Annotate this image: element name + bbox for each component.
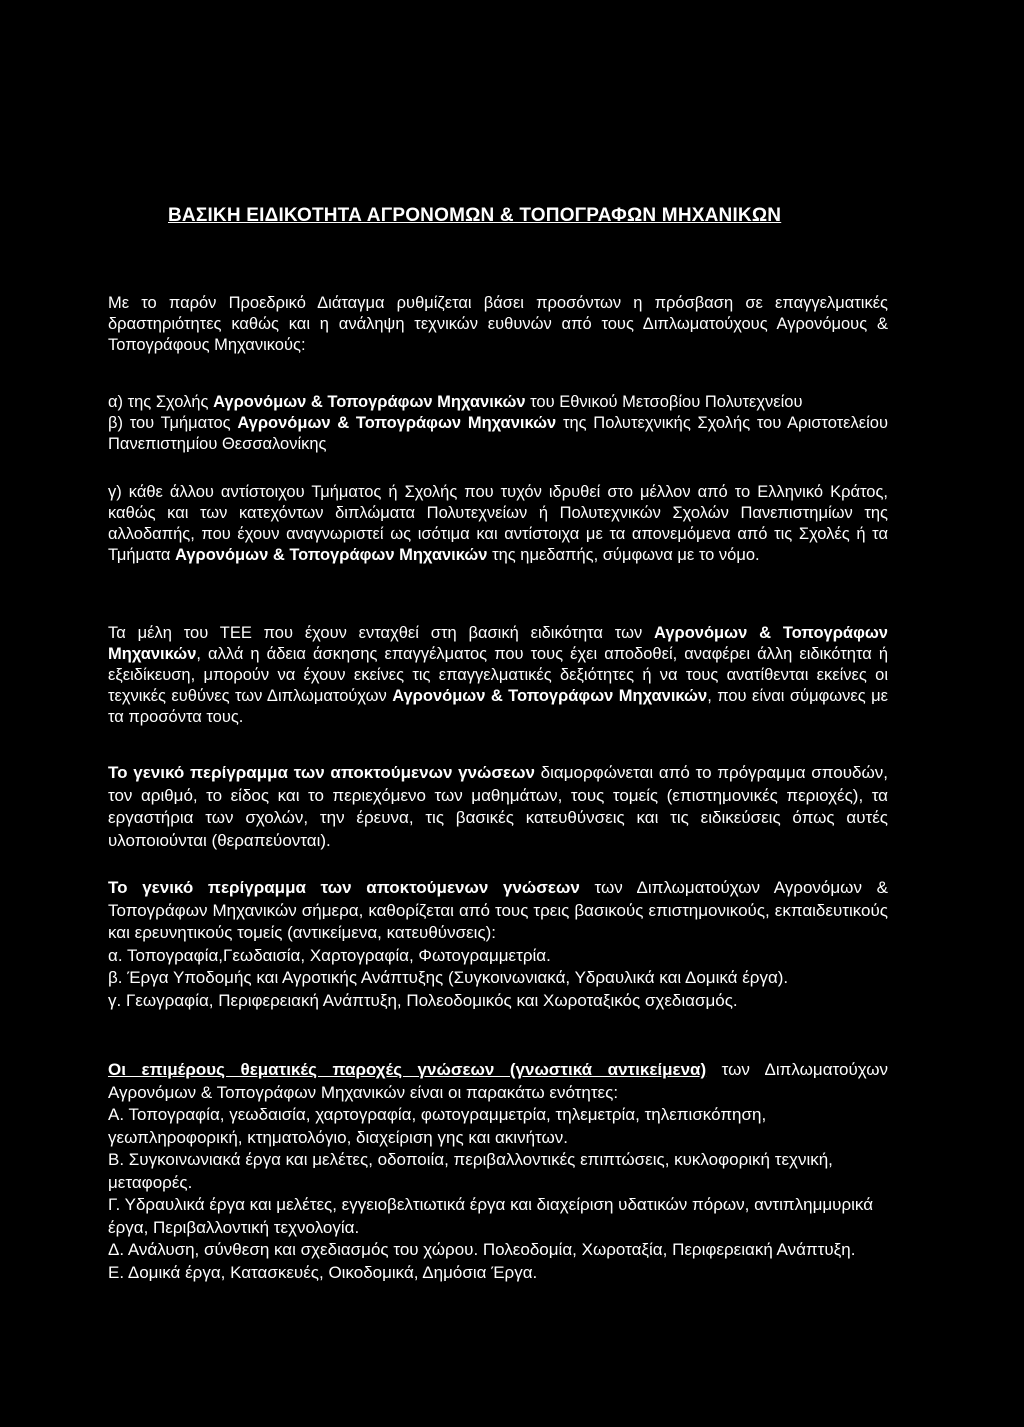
- general-outline-1: Το γενικό περίγραμμα των αποκτούμενων γνώσεων διαμορφώνεται από το πρόγραμμα σπουδών, τον αριθμό, το είδος και το περιεχόμενο των μαθημάτων, τους τομείς (επιστημονικές περιοχές), τα εργαστήρια των σχολών, την έρευνα, τις βασικές κατευθύνσεις και τις ειδικεύσεις όπως αυτές υλοποιούνται (θεραπεύονται).: [108, 763, 888, 850]
- list-item: Ε. Δομικά έργα, Κατασκευές, Οικοδομικά, Δημόσια Έργα.: [108, 1262, 538, 1282]
- list-item: γ. Γεωγραφία, Περιφερειακή Ανάπτυξη, Πολεοδομικός και Χωροταξικός σχεδιασμός.: [108, 990, 738, 1010]
- item-b: β) του Τμήματος Αγρονόμων & Τοπογράφων Μηχανικών της Πολυτεχνικής Σχολής του Αριστοτελείου Πανεπιστημίου Θεσσαλονίκης: [108, 414, 888, 453]
- thematic-heading: Οι επιμέρους θεματικές παροχές γνώσεων (γνωστικά αντικείμενα): [108, 1060, 707, 1079]
- document-title: ΒΑΣΙΚΗ ΕΙΔΙΚΟΤΗΤΑ ΑΓΡΟΝΟΜΩΝ & ΤΟΠΟΓΡΑΦΩΝ ΜΗΧΑΝΙΚΩΝ: [168, 205, 782, 226]
- members-paragraph: Τα μέλη του ΤΕΕ που έχουν ενταχθεί στη βασική ειδικότητα των Αγρονόμων & Τοπογράφων Μηχανικών, αλλά η άδεια άσκησης επαγγέλματος που τους έχει αποδοθεί, αναφέρει άλλη ειδικότητα ή εξειδίκευση, μπορούν να έχουν εκείνες τις επαγγελματικές δεξιότητες ή να τους ανατίθενται εκείνες οι τεχνικές ευθύνες των Διπλωματούχων Αγρονόμων & Τοπογράφων Μηχανικών, που είναι σύμφωνες με τα προσόντα τους.: [108, 624, 889, 726]
- list-item: β. Έργα Υποδομής και Αγροτικής Ανάπτυξης (Συγκοινωνιακά, Υδραυλικά και Δομικά έργα).: [108, 968, 789, 987]
- intro-paragraph: Με το παρόν Προεδρικό Διάταγμα ρυθμίζεται βάσει προσόντων η πρόσβαση σε επαγγελματικές δραστηριότητες καθώς και η ανάληψη τεχνικών ευθυνών από τους Διπλωματούχους Αγρονόμους & Τοπογράφους Μηχανικούς:: [108, 294, 888, 354]
- list-item: Β. Συγκοινωνιακά έργα και μελέτες, οδοποιία, περιβαλλοντικές επιπτώσεις, κυκλοφορική τεχνική, μεταφορές.: [108, 1150, 833, 1192]
- general-outline-2: Το γενικό περίγραμμα των αποκτούμενων γνώσεων των Διπλωματούχων Αγρονόμων & Τοπογράφων Μηχανικών σήμερα, καθορίζεται από τους τρεις βασικούς επιστημονικούς, εκπαιδευτικούς και ερευνητικούς τομείς (αντικείμενα, κατευθύνσεις): α. Τοπογραφία,Γεωδαισία, Χαρτογραφία, Φωτογραμμετρία. β. Έργα Υποδομής και Αγροτικής Ανάπτυξης (Συγκοινωνιακά, Υδραυλικά και Δομικά έργα). γ. Γεωγραφία, Περιφερειακή Ανάπτυξη, Πολεοδομικός και Χωροταξικός σχεδιασμός.: [108, 877, 888, 1012]
- list-item: Γ. Υδραυλικά έργα και μελέτες, εγγειοβελτιωτικά έργα και διαχείριση υδατικών πόρων, αντιπλημμυρικά έργα, Περιβαλλοντική τεχνολογία.: [108, 1195, 874, 1237]
- item-c: γ) κάθε άλλου αντίστοιχου Τμήματος ή Σχολής που τυχόν ιδρυθεί στο μέλλον από το Ελληνικό Κράτος, καθώς και των κατεχόντων διπλώματα Πολυτεχνείων ή Πολυτεχνικών Σχολών Πανεπιστημίων της αλλοδαπής, που έχουν αναγνωριστεί ως ισότιμα και αντίστοιχα με τα απονεμόμενα από τις Σχολές ή τα Τμήματα Αγρονόμων & Τοπογράφων Μηχανικών της ημεδαπής, σύμφωνα με το νόμο.: [108, 483, 888, 564]
- item-a: α) της Σχολής Αγρονόμων & Τοπογράφων Μηχανικών του Εθνικού Μετσοβίου Πολυτεχνείου: [108, 393, 803, 411]
- list-item: Δ. Ανάλυση, σύνθεση και σχεδιασμός του χώρου. Πολεοδομία, Χωροταξία, Περιφερειακή Ανάπτυξη.: [108, 1240, 856, 1259]
- list-item: Α. Τοπογραφία, γεωδαισία, χαρτογραφία, φωτογραμμετρία, τηλεμετρία, τηλεπισκόπηση, γεωπληροφορική, κτηματολόγιο, διαχείριση γης και ακινήτων.: [108, 1105, 767, 1147]
- list-item: α. Τοπογραφία,Γεωδαισία, Χαρτογραφία, Φωτογραμμετρία.: [108, 945, 551, 965]
- thematic-section: Οι επιμέρους θεματικές παροχές γνώσεων (γνωστικά αντικείμενα) των Διπλωματούχων Αγρονόμων & Τοπογράφων Μηχανικών είναι οι παρακάτω ενότητες: Α. Τοπογραφία, γεωδαισία, χαρτογραφία, φωτογραμμετρία, τηλεμετρία, τηλεπισκόπηση, γεωπληροφορική, κτηματολόγιο, διαχείριση γης και ακινήτων. Β. Συγκοινωνιακά έργα και μελέτες, οδοποιία, περιβαλλοντικές επιπτώσεις, κυκλοφορική τεχνική, μεταφορές. Γ. Υδραυλικά έργα και μελέτες, εγγειοβελτιωτικά έργα και διαχείριση υδατικών πόρων, αντιπλημμυρικά έργα, Περιβαλλοντική τεχνολογία. Δ. Ανάλυση, σύνθεση και σχεδιασμός του χώρου. Πολεοδομία, Χωροταξία, Περιφερειακή Ανάπτυξη. Ε. Δομικά έργα, Κατασκευές, Οικοδομικά, Δημόσια Έργα.: [108, 1059, 888, 1284]
- schools-list: [108, 392, 888, 455]
